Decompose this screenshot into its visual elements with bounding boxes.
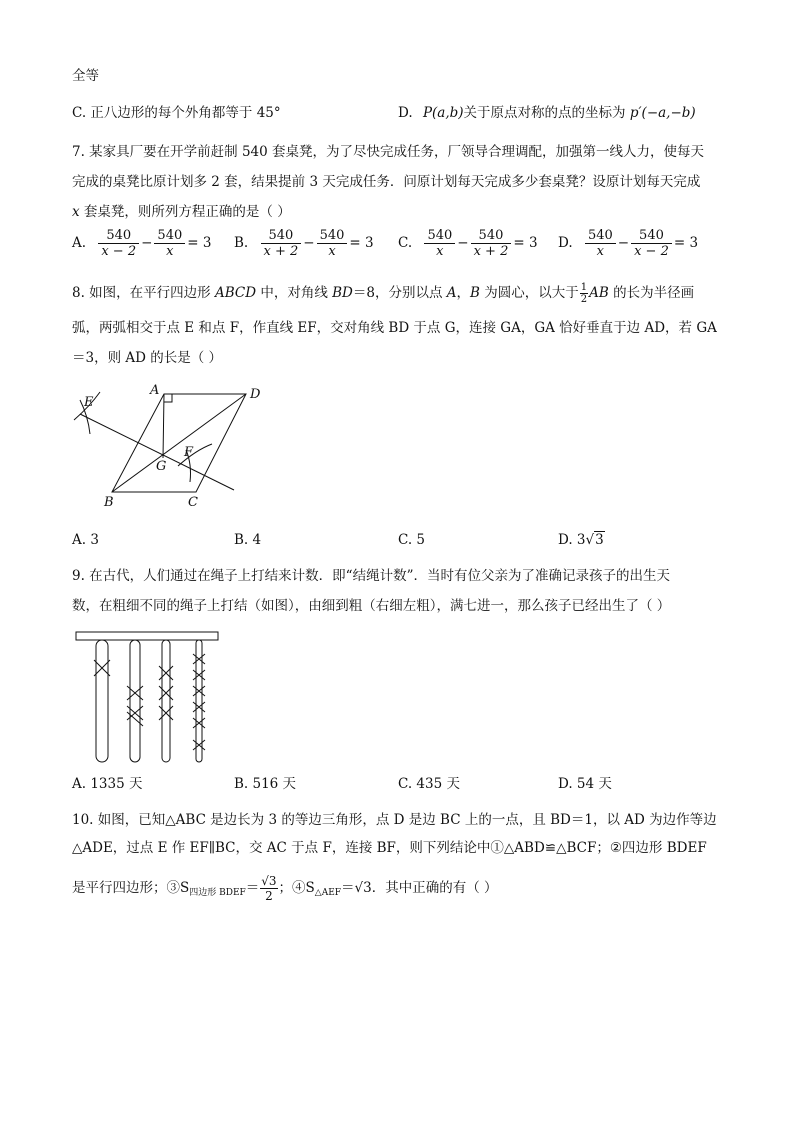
q9-option-a: A. 1335 天 bbox=[72, 776, 143, 792]
frac-numerator: 540 bbox=[98, 228, 139, 244]
label-d: D bbox=[250, 387, 261, 402]
q8-text-c: ＝8，分别以点 bbox=[352, 285, 447, 301]
label-b: B bbox=[104, 495, 114, 510]
q8-half-fraction bbox=[580, 282, 588, 305]
frac-numerator: 540 bbox=[471, 228, 512, 244]
q7-option-a-label: A. bbox=[72, 235, 87, 251]
frac-denominator: x − 2 bbox=[101, 244, 137, 259]
q7-option-b-frac2 bbox=[317, 228, 348, 259]
q7-option-c-frac1 bbox=[424, 228, 455, 259]
q8-option-a: A. 3 bbox=[72, 532, 99, 548]
q8-option-d-text: D. 3 bbox=[558, 532, 586, 548]
q7-option-b-rhs: = 3 bbox=[349, 235, 374, 251]
frac-numerator: 540 bbox=[424, 228, 455, 244]
knot bbox=[127, 686, 143, 700]
q8-text-e: 为圆心，以大于 bbox=[479, 285, 579, 301]
frac-denominator: x bbox=[328, 244, 336, 259]
q7-option-c-label: C. bbox=[398, 235, 413, 251]
q7-option-b: B. $\frac{540}{x + 2}$ − $\frac{540}{x}$ = 3 bbox=[234, 228, 374, 259]
q7-option-d-frac2 bbox=[631, 228, 672, 259]
q8-line-3: ＝3，则 AD 的长是（ ） bbox=[72, 350, 223, 366]
frac-denominator: x bbox=[436, 244, 444, 259]
q10-sub-quad: 四边形 BDEF bbox=[189, 888, 246, 898]
q7-option-a-rhs: = 3 bbox=[187, 235, 212, 251]
right-angle-mark bbox=[164, 394, 172, 402]
knot bbox=[193, 686, 205, 696]
rope-1 bbox=[96, 640, 108, 762]
q6-continuation-text: 全等 bbox=[72, 68, 99, 84]
q6-option-d bbox=[398, 103, 696, 123]
q8-point-b: B bbox=[470, 285, 480, 301]
label-a: A bbox=[150, 383, 160, 398]
q8-bd: BD bbox=[332, 285, 353, 301]
line-ef bbox=[80, 414, 234, 490]
frac-denominator: x bbox=[166, 244, 174, 259]
knot bbox=[127, 706, 143, 720]
q10-line-3 bbox=[72, 874, 498, 914]
q6-option-d-label: D. bbox=[398, 105, 413, 121]
knot bbox=[193, 654, 205, 664]
knot bbox=[193, 740, 205, 750]
q6-option-d-text: 关于原点对称的点的坐标为 bbox=[463, 105, 626, 121]
q7-line-2: 完成的桌凳比原计划多 2 套，结果提前 3 天完成任务．问原计划每天完成多少套桌凳？设原计划每天完成 bbox=[72, 174, 701, 190]
q9-option-b: B. 516 天 bbox=[234, 776, 297, 792]
q6-option-d-point: P(a,b) bbox=[422, 105, 464, 121]
q7-variable-x: x bbox=[72, 204, 80, 220]
q10-eq-2: ＝√3 bbox=[341, 880, 372, 896]
frac-numerator: 540 bbox=[261, 228, 302, 244]
frac-numerator: 540 bbox=[585, 228, 616, 244]
radicand: 3 bbox=[595, 532, 604, 548]
frac-numerator: √3 bbox=[261, 874, 277, 888]
diagonal-bd bbox=[112, 394, 246, 492]
q10-line-1: 10. 如图，已知△ABC 是边长为 3 的等边三角形，点 D 是边 BC 上的一点，且 BD＝1，以 AD 为边作等边 bbox=[72, 812, 717, 828]
q9-line-1: 9. 在古代，人们通过在绳子上打结来计数．即“结绳计数”．当时有位父亲为了准确记录孩子的出生天 bbox=[72, 568, 670, 584]
q7-line-1: 7. 某家具厂要在开学前赶制 540 套桌凳，为了尽快完成任务，厂领导合理调配，加强第一线人力，使每天 bbox=[72, 144, 705, 160]
frac-numerator: 540 bbox=[154, 228, 185, 244]
knot bbox=[159, 706, 173, 720]
q7-line-3 bbox=[72, 202, 291, 222]
q7-option-d: D. $\frac{540}{x}$ − $\frac{540}{x - 2}$ = 3 bbox=[558, 228, 699, 259]
q8-abcd: ABCD bbox=[214, 285, 257, 301]
frac-numerator: 1 bbox=[580, 282, 588, 293]
q7-option-c-rhs: = 3 bbox=[513, 235, 538, 251]
rope-3 bbox=[162, 640, 170, 762]
frac-denominator: 2 bbox=[580, 294, 588, 305]
q8-option-d bbox=[558, 530, 605, 550]
q7-option-b-label: B. bbox=[234, 235, 249, 251]
q8-parallelogram-figure bbox=[68, 380, 268, 512]
q8-option-d-sqrt: √3 bbox=[585, 532, 604, 548]
rope-2 bbox=[130, 640, 140, 762]
q8-line-1 bbox=[72, 282, 694, 305]
q7-option-d-label: D. bbox=[558, 235, 573, 251]
frac-denominator: x + 2 bbox=[473, 244, 509, 259]
label-c: C bbox=[188, 495, 198, 510]
knot bbox=[159, 666, 173, 680]
frac-denominator: x bbox=[596, 244, 605, 259]
q7-line-3-text: 套桌凳，则所列方程正确的是（ ） bbox=[79, 204, 291, 220]
knot bbox=[193, 670, 205, 680]
q6-option-d-coord: p′(−a,−b) bbox=[629, 105, 696, 121]
q10-eq-1: ＝ bbox=[245, 880, 260, 896]
knot bbox=[159, 686, 173, 700]
frac-denominator: x + 2 bbox=[263, 244, 299, 259]
q8-point-a: A bbox=[446, 285, 457, 301]
q6-option-c: C. 正八边形的每个外角都等于 45° bbox=[72, 105, 281, 121]
q8-option-b: B. 4 bbox=[234, 532, 262, 548]
q8-text-b: 中，对角线 bbox=[256, 285, 333, 301]
q8-option-c: C. 5 bbox=[398, 532, 426, 548]
q10-text-a: 是平行四边形；③S bbox=[72, 880, 190, 896]
q7-option-d-frac1 bbox=[585, 228, 616, 259]
frac-numerator: 540 bbox=[317, 228, 348, 244]
q7-option-a-frac1 bbox=[98, 228, 139, 259]
knot bbox=[193, 702, 205, 712]
frac-denominator: x − 2 bbox=[634, 244, 669, 259]
q7-option-c-frac2 bbox=[471, 228, 512, 259]
q7-option-d-rhs: = 3 bbox=[673, 235, 699, 251]
label-f: F bbox=[184, 445, 194, 460]
top-bar bbox=[76, 632, 218, 640]
q10-sub-triangle: △AEF bbox=[314, 888, 342, 898]
q8-text-a: 8. 如图，在平行四边形 bbox=[72, 285, 215, 301]
label-g: G bbox=[156, 459, 167, 474]
q7-option-c: C. $\frac{540}{x}$ − $\frac{540}{x + 2}$ = 3 bbox=[398, 228, 538, 259]
knot bbox=[193, 718, 205, 728]
frac-denominator: 2 bbox=[265, 889, 273, 903]
q10-line-2: △ADE，过点 E 作 EF∥BC，交 AC 于点 F，连接 BF，则下列结论中①△ABD≌△BCF；②四边形 BDEF bbox=[72, 840, 707, 856]
segment-ga bbox=[163, 394, 164, 458]
q7-option-a: A. $\frac{540}{x - 2}$ − $\frac{540}{x}$ = 3 bbox=[72, 228, 212, 259]
q9-line-2: 数，在粗细不同的绳子上打结（如图），由细到粗（右细左粗），满七进一，那么孩子已经出生了（ ） bbox=[72, 598, 671, 614]
q8-text-f: 的长为半径画 bbox=[608, 285, 695, 301]
q10-text-b: ；④S bbox=[278, 880, 315, 896]
q9-knot-rope-figure bbox=[72, 630, 222, 766]
frac-numerator: 540 bbox=[631, 228, 672, 244]
q10-text-c: ．其中正确的有（ ） bbox=[371, 880, 498, 896]
q10-sqrt3-over-2 bbox=[260, 874, 277, 903]
q8-line-2: 弧，两弧相交于点 E 和点 F，作直线 EF，交对角线 BD 于点 G，连接 GA，GA 恰好垂直于边 AD，若 GA bbox=[72, 320, 717, 336]
knot bbox=[127, 712, 143, 726]
q8-text-d: ， bbox=[456, 285, 471, 301]
q9-option-c: C. 435 天 bbox=[398, 776, 460, 792]
q7-option-b-frac1 bbox=[261, 228, 302, 259]
q9-option-d: D. 54 天 bbox=[558, 776, 612, 792]
q7-option-a-frac2 bbox=[154, 228, 185, 259]
label-e: E bbox=[84, 395, 94, 410]
q8-ab: AB bbox=[589, 285, 609, 301]
